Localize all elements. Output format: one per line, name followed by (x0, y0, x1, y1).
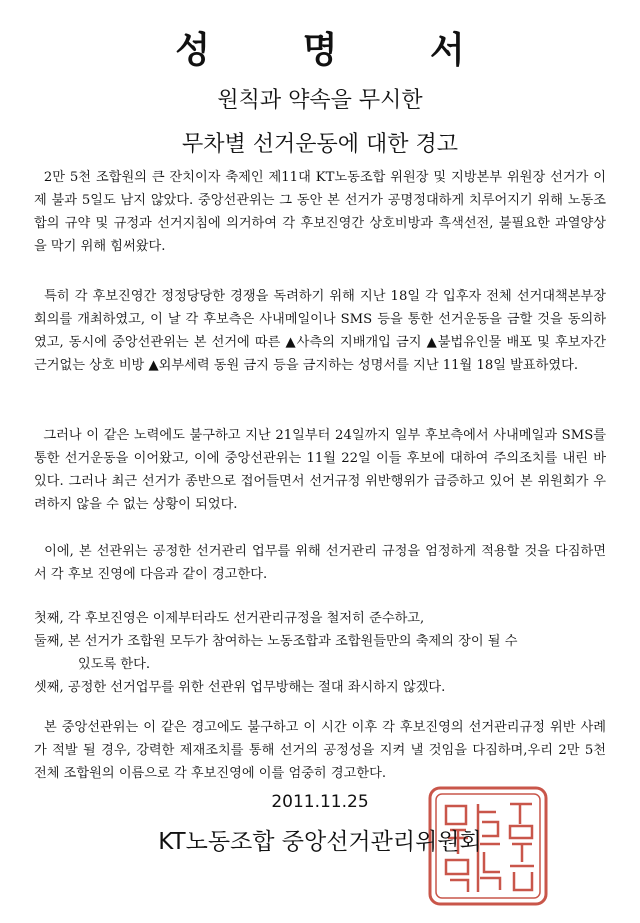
warning-label: 셋째, (34, 680, 64, 695)
paragraph-3 (34, 424, 606, 516)
document-subtitle-line1: 원칙과 약속을 무시한 (217, 88, 423, 113)
warning-text: 각 후보진영은 이제부터라도 선거관리규정을 철저히 준수하고, (67, 611, 425, 626)
warning-item-1 (34, 607, 606, 630)
paragraph-2 (34, 285, 606, 377)
document-date: 2011.11.25 (271, 792, 369, 812)
closing-paragraph (34, 716, 606, 785)
paragraph-2-text: 특히 각 후보진영간 정정당당한 경쟁을 독려하기 위해 지난 18일 각 입후자 전체 선거대책본부장 회의를 개최하였고, 이 날 각 후보측은 사내메일이나 SMS 등을 통한 선거운동을 금할 것을 동의하였고, 동시에 중앙선관위는 본 선거에 따른 ▲사측의 지배개입 금지 ▲불법유인물 배포 및 후보자간 근거없는 상호 비방 ▲외부세력 동원 금지 등을 금지하는 성명서를 지난 11월 18일 발표하였다. (34, 289, 606, 373)
signature-line: KT노동조합 중앙선거관리위원회 (158, 829, 482, 855)
warning-text-continued: 있도록 한다. (78, 657, 151, 672)
warning-label: 첫째, (34, 611, 64, 626)
paragraph-1-text: 2만 5천 조합원의 큰 잔치이자 축제인 제11대 KT노동조합 위원장 및 지방본부 위원장 선거가 이제 불과 5일도 남지 않았다. 중앙선관위는 그 동안 본 선거가 공명정대하게 치루어지기 위해 노동조합의 규약 및 규정과 선거지침에 의거하여 각 후보진영간 상호비방과 흑색선전, 불필요한 과열양상을 막기 위해 힘써왔다. (34, 170, 606, 254)
document-title: 성 명 서 (175, 29, 505, 71)
warning-label: 둘째, (34, 634, 64, 649)
warning-item-3 (34, 676, 606, 699)
paragraph-4-text: 이에, 본 선관위는 공정한 선거관리 업무를 위해 선거관리 규정을 엄정하게 적용할 것을 다짐하면서 각 후보 진영에 다음과 같이 경고한다. (34, 544, 606, 582)
warning-text: 공정한 선거업무를 위한 선관위 업무방해는 절대 좌시하지 않겠다. (67, 680, 446, 695)
paragraph-4 (34, 540, 606, 586)
warning-text: 본 선거가 조합원 모두가 참여하는 노동조합과 조합원들만의 축제의 장이 될 수 (67, 634, 518, 649)
warning-item-2 (34, 630, 606, 676)
document-subtitle-line2: 무차별 선거운동에 대한 경고 (181, 132, 458, 157)
paragraph-3-text: 그러나 이 같은 노력에도 불구하고 지난 21일부터 24일까지 일부 후보측에서 사내메일과 SMS를 통한 선거운동을 이어왔고, 이에 중앙선관위는 11월 22일 이들 후보에 대하여 주의조치를 내린 바 있다. 그러나 최근 선거가 종반으로 접어들면서 선거규정 위반행위가 급증하고 있어 본 위원회가 우려하지 않을 수 없는 상황이 되었다. (34, 428, 606, 512)
paragraph-1 (34, 166, 606, 258)
closing-text: 본 중앙선관위는 이 같은 경고에도 불구하고 이 시간 이후 각 후보진영의 선거관리규정 위반 사례가 적발 될 경우, 강력한 제재조치를 통해 선거의 공정성을 지켜 낼 것임을 다짐하며,우리 2만 5천 전체 조합원의 이름으로 각 후보진영에 이를 엄중히 경고한다. (34, 720, 606, 781)
